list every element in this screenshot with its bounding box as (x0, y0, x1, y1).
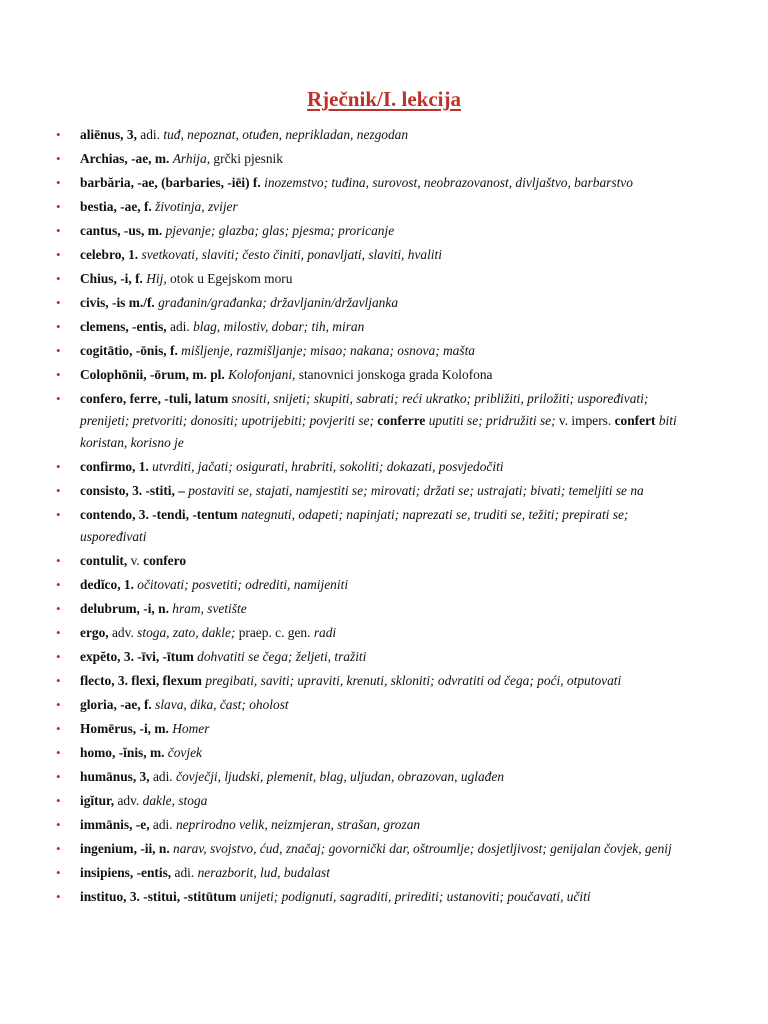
headword: celebro, 1. (80, 247, 142, 262)
headword: confert (614, 413, 659, 428)
bullet-icon: • (56, 769, 61, 784)
bullet-icon: • (56, 507, 61, 522)
headword: flecto, 3. flexi, flexum (80, 673, 206, 688)
definition: postaviti se, stajati, namjestiti se; mirovati; držati se; ustrajati; bivati; temeljiti se na (188, 483, 644, 498)
headword: clemens, -entis, (80, 319, 170, 334)
bullet-icon: • (56, 577, 61, 592)
headword: conferre (377, 413, 429, 428)
definition: inozemstvo; tuđina, surovost, neobrazovanost, divljaštvo, barbarstvo (264, 175, 633, 190)
headword: ingenium, -ii, n. (80, 841, 174, 856)
bullet-icon: • (56, 817, 61, 832)
bullet-icon: • (56, 889, 61, 904)
definition: radi (313, 625, 337, 640)
definition: čovječji, ljudski, plemenit, blag, uljudan, obrazovan, uglađen (176, 769, 505, 784)
headword: barbăria, -ae, (barbaries, -iēi) f. (80, 175, 265, 190)
headword: homo, -ĭnis, m. (80, 745, 168, 760)
definition: uputiti se; pridružiti se; (428, 413, 559, 428)
headword: Homērus, -i, m. (80, 721, 173, 736)
bullet-icon: • (56, 247, 61, 262)
headword: confero, ferre, -tuli, latum (80, 391, 232, 406)
definition: čovjek (167, 745, 202, 760)
definition: životinja, zvijer (155, 199, 238, 214)
definition: tuđ, nepoznat, otuđen, neprikladan, nezgodan (163, 127, 409, 142)
bullet-icon: • (56, 151, 61, 166)
list-item (52, 124, 692, 146)
list-item (52, 886, 692, 908)
headword: delubrum, -i, n. (80, 601, 173, 616)
headword: gloria, -ae, f. (80, 697, 156, 712)
definition: pregibati, saviti; upraviti, krenuti, skloniti; odvratiti od čega; poći, otputovati (205, 673, 622, 688)
list-item (52, 388, 692, 454)
headword: contulit, (80, 553, 131, 568)
page-title: Rječnik/I. lekcija (307, 87, 461, 111)
headword: contendo, 3. -tendi, -tentum (80, 507, 242, 522)
list-item (52, 718, 692, 740)
list-item (52, 340, 692, 362)
bullet-icon: • (56, 223, 61, 238)
grammar-note: adi. (174, 865, 198, 880)
list-item (52, 814, 692, 836)
list-item (52, 742, 692, 764)
bullet-icon: • (56, 697, 61, 712)
headword: bestia, -ae, f. (80, 199, 156, 214)
bullet-icon: • (56, 343, 61, 358)
headword: expĕto, 3. -īvi, -ītum (80, 649, 198, 664)
bullet-icon: • (56, 745, 61, 760)
vocabulary-list (52, 124, 692, 910)
bullet-icon: • (56, 459, 61, 474)
bullet-icon: • (56, 601, 61, 616)
bullet-icon: • (56, 319, 61, 334)
definition: snositi, snijeti; skupiti, sabrati; reći ukratko; približiti, priložiti; uspoređivati; prenijeti; pretvoriti; donositi; upotrijebiti; povjeriti se; (80, 391, 649, 428)
headword: ergo, (80, 625, 112, 640)
list-item (52, 148, 692, 170)
list-item (52, 646, 692, 668)
bullet-icon: • (56, 483, 61, 498)
definition: biti koristan, korisno je (80, 413, 677, 450)
headword: consisto, 3. -stiti, – (80, 483, 189, 498)
definition: stoga, zato, dakle; (137, 625, 239, 640)
definition: nerazborit, lud, budalast (197, 865, 330, 880)
bullet-icon: • (56, 625, 61, 640)
grammar-note: adi. (152, 769, 176, 784)
bullet-icon: • (56, 295, 61, 310)
list-item (52, 838, 692, 860)
definition: Kolofonjani, (228, 367, 299, 382)
definition: Hij, (146, 271, 171, 286)
headword: igĭtur, (80, 793, 118, 808)
definition: dakle, stoga (142, 793, 208, 808)
grammar-note: praep. c. gen. (238, 625, 314, 640)
headword: humānus, 3, (80, 769, 153, 784)
grammar-note: adv. (111, 625, 138, 640)
definition: unijeti; podignuti, sagraditi, prirediti; ustanoviti; poučavati, učiti (239, 889, 591, 904)
list-item (52, 622, 692, 644)
bullet-icon: • (56, 673, 61, 688)
definition: slava, dika, čast; oholost (155, 697, 289, 712)
list-item (52, 196, 692, 218)
list-item (52, 292, 692, 314)
grammar-note: stanovnici jonskoga grada Kolofona (298, 367, 493, 382)
bullet-icon: • (56, 199, 61, 214)
headword: aliēnus, 3, (80, 127, 141, 142)
grammar-note: adi. (170, 319, 194, 334)
definition: mišljenje, razmišljanje; misao; nakana; osnova; mašta (181, 343, 475, 358)
headword: confero (143, 553, 187, 568)
bullet-icon: • (56, 391, 61, 406)
headword: insipiens, -entis, (80, 865, 175, 880)
headword: Colophōnii, -ōrum, m. pl. (80, 367, 229, 382)
list-item (52, 670, 692, 692)
list-item (52, 574, 692, 596)
definition: očitovati; posvetiti; odrediti, namijeniti (137, 577, 349, 592)
list-item (52, 550, 692, 572)
grammar-note: adv. (117, 793, 143, 808)
list-item (52, 268, 692, 290)
list-item (52, 862, 692, 884)
bullet-icon: • (56, 175, 61, 190)
list-item (52, 316, 692, 338)
definition: svetkovati, slaviti; često činiti, ponavljati, slaviti, hvaliti (141, 247, 442, 262)
definition: Homer (172, 721, 210, 736)
definition: neprirodno velik, neizmjeran, strašan, grozan (175, 817, 421, 832)
headword: confirmo, 1. (80, 459, 153, 474)
bullet-icon: • (56, 553, 61, 568)
grammar-note: v. (130, 553, 144, 568)
definition: hram, svetište (172, 601, 247, 616)
grammar-note: otok u Egejskom moru (170, 271, 293, 286)
grammar-note: grčki pjesnik (213, 151, 283, 166)
definition: dohvatiti se čega; željeti, tražiti (197, 649, 367, 664)
bullet-icon: • (56, 793, 61, 808)
grammar-note: adi. (152, 817, 176, 832)
bullet-icon: • (56, 865, 61, 880)
list-item (52, 480, 692, 502)
headword: dedĭco, 1. (80, 577, 138, 592)
list-item (52, 790, 692, 812)
headword: immānis, -e, (80, 817, 153, 832)
definition: narav, svojstvo, ćud, značaj; govornički dar, oštroumlje; dosjetljivost; genijalan čovjek, genij (173, 841, 672, 856)
bullet-icon: • (56, 649, 61, 664)
headword: cantus, -us, m. (80, 223, 166, 238)
bullet-icon: • (56, 721, 61, 736)
bullet-icon: • (56, 841, 61, 856)
bullet-icon: • (56, 271, 61, 286)
headword: Archias, -ae, m. (80, 151, 173, 166)
list-item (52, 598, 692, 620)
definition: utvrditi, jačati; osigurati, hrabriti, sokoliti; dokazati, posvjedočiti (152, 459, 504, 474)
definition: Arhija, (172, 151, 214, 166)
bullet-icon: • (56, 367, 61, 382)
definition: nategnuti, odapeti; napinjati; naprezati se, truditi se, težiti; prepirati se; uspoređivati (80, 507, 629, 544)
list-item (52, 504, 692, 548)
headword: Chius, -i, f. (80, 271, 147, 286)
definition: građanin/građanka; državljanin/državljanka (158, 295, 399, 310)
list-item (52, 364, 692, 386)
bullet-icon: • (56, 127, 61, 142)
list-item (52, 766, 692, 788)
headword: cogitātio, -ōnis, f. (80, 343, 182, 358)
grammar-note: v. impers. (558, 413, 615, 428)
headword: instituo, 3. -stitui, -stitūtum (80, 889, 240, 904)
definition: pjevanje; glazba; glas; pjesma; proricanje (165, 223, 395, 238)
list-item (52, 456, 692, 478)
list-item (52, 244, 692, 266)
list-item (52, 694, 692, 716)
headword: civis, -is m./f. (80, 295, 159, 310)
list-item (52, 220, 692, 242)
list-item (52, 172, 692, 194)
grammar-note: adi. (140, 127, 164, 142)
definition: blag, milostiv, dobar; tih, miran (193, 319, 365, 334)
